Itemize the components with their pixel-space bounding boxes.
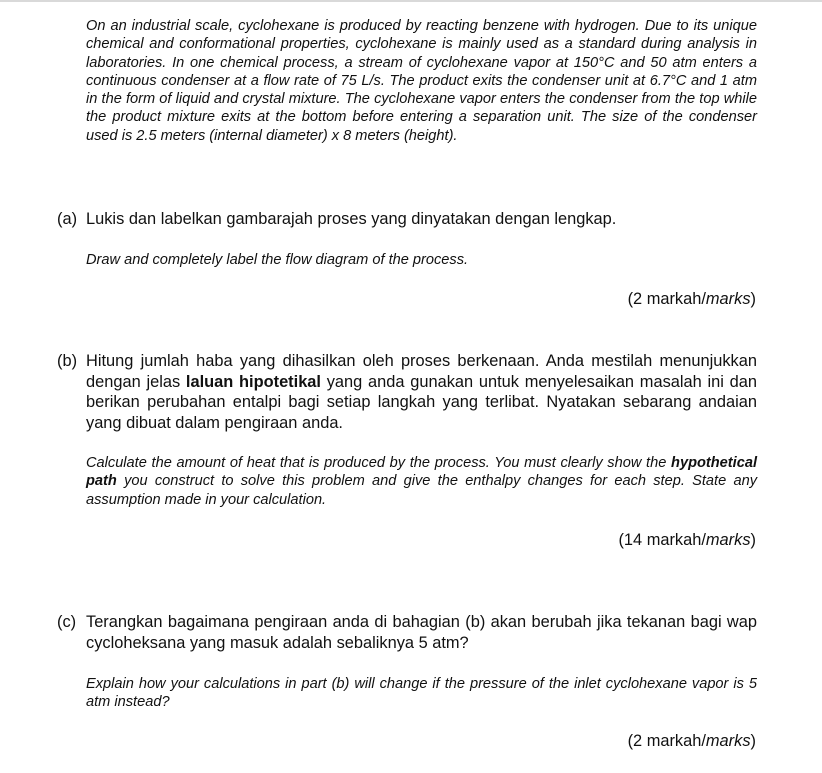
question-b-malay-emphasis: laluan hipotetikal bbox=[185, 372, 321, 391]
question-a-english: Draw and completely label the flow diagram of the process. bbox=[86, 252, 469, 268]
question-a-letter: (a) bbox=[57, 210, 78, 228]
question-a-marks: (2 markah/marks) bbox=[627, 290, 756, 308]
question-c-marks: (2 markah/marks) bbox=[627, 732, 756, 750]
question-b-malay: Hitung jumlah haba yang dihasilkan oleh proses berkenaan. Anda mestilah menunjukkan dengan jelas laluan hipotetikal yang anda gunakan untuk menyelesaikan masalah ini dan berikan perubahan entalpi bagi setiap langkah yang terlibat. Nyatakan sebarang andaian yang dibuat dalam pengiraan anda. bbox=[86, 352, 757, 432]
question-b-english-emphasis: hypothetical path bbox=[86, 455, 757, 490]
question-a-malay: Lukis dan labelkan gambarajah proses yang dinyatakan dengan lengkap. bbox=[86, 210, 617, 228]
question-b-letter: (b) bbox=[57, 352, 78, 370]
question-c-letter: (c) bbox=[57, 613, 77, 631]
question-b-marks: (14 markah/marks) bbox=[618, 531, 756, 549]
question-c-malay: Terangkan bagaimana pengiraan anda di bahagian (b) akan berubah jika tekanan bagi wap cycloheksana yang masuk adalah sebaliknya 5 atm? bbox=[86, 613, 757, 652]
question-b-english: Calculate the amount of heat that is produced by the process. You must clearly show the hypothetical path you construct to solve this problem and give the enthalpy changes for each step. State any assumption made in your calculation. bbox=[86, 455, 757, 508]
problem-statement: On an industrial scale, cyclohexane is produced by reacting benzene with hydrogen. Due to its unique chemical and conformational properties, cyclohexane is mainly used as a standard during analysis in laboratories. In one chemical process, a stream of cyclohexane vapor at 150°C and 50 atm enters a continuous condenser at a flow rate of 75 L/s. The product exits the condenser unit at 6.7°C and 1 atm in the form of liquid and crystal mixture. The cyclohexane vapor enters the condenser from the top while the product mixture exits at the bottom before entering a separation unit. The size of the condenser used is 2.5 meters (internal diameter) x 8 meters (height). bbox=[86, 18, 757, 144]
top-divider bbox=[0, 0, 822, 2]
question-c-english: Explain how your calculations in part (b) will change if the pressure of the inlet cyclohexane vapor is 5 atm instead? bbox=[86, 676, 757, 711]
